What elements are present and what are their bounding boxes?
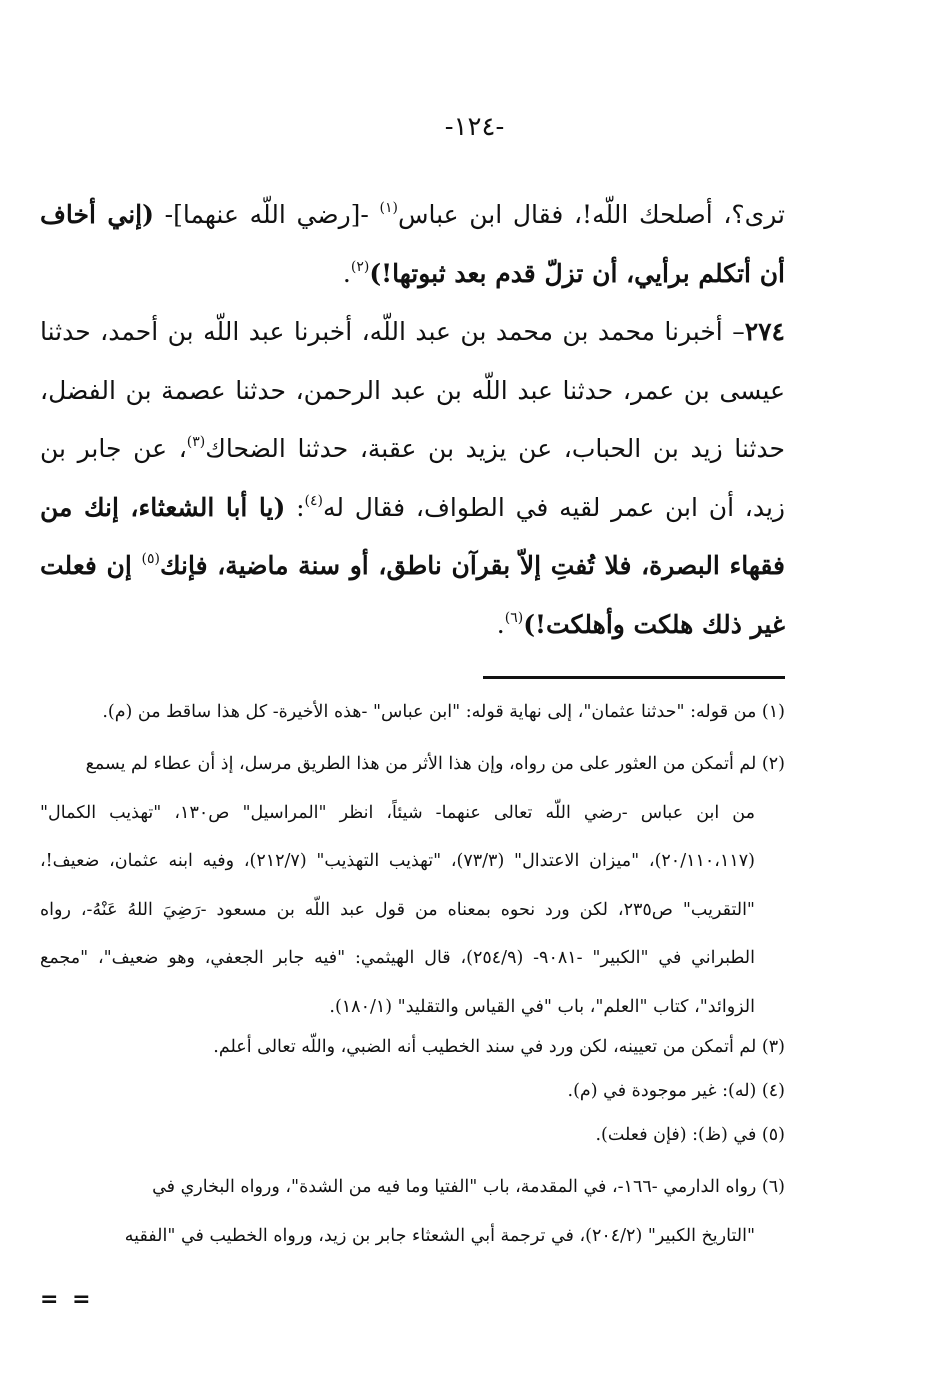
- footnote-4: (٤) (له): غير موجودة في (م).: [567, 1081, 785, 1101]
- footnote-1: (١) من قوله: "حدثنا عثمان"، إلى نهاية قوله: "ابن عباس" -هذه الأخيرة- كل هذا ساقط من (م).: [102, 702, 785, 722]
- quote-bold: (يا أبا الشعثاء، إنك من فقهاء البصرة، فلا تُفتِ إلاّ بقرآن ناطق، أو سنة ماضية، فإنك: [40, 492, 785, 580]
- footnote-5: (٥) في (ظ): (فإن فعلت).: [595, 1125, 785, 1145]
- footnote-ref: (٤): [304, 492, 323, 509]
- text-segment: – أخبرنا محمد بن محمد بن عبد اللّه، أخبرنا عبد اللّه بن أحمد، حدثنا عيسى بن عمر، حدثنا عبد اللّه بن عبد الرحمن، حدثنا عصمة بن الفضل، حدثنا زيد بن الحباب، عن يزيد بن عقبة، حدثنا الضحاك: [40, 317, 785, 463]
- text-segment: -[رضي اللّه عنهما]-: [153, 200, 380, 229]
- footnote-first-line: (٢) لم أتمكن من العثور على من رواه، وإن هذا الأثر من هذا الطريق مرسل، إذ أن عطاء لم يسمع: [85, 754, 785, 774]
- page-number: -١٢٤-: [444, 112, 505, 142]
- paragraph-continuation: [40, 186, 785, 303]
- quote-bold: إن فعلت غير ذلك هلكت وأهلكت!): [40, 551, 785, 639]
- footnote-first-line: (٦) رواه الدارمي -١٦٦-، في المقدمة، باب "الفتيا وما فيه من الشدة"، ورواه البخاري في: [152, 1177, 785, 1197]
- footnote-ref: (١): [379, 200, 398, 216]
- text-segment: ، عن جابر بن زيد، أن ابن عمر لقيه في الطواف، فقال له: [40, 434, 786, 522]
- footnote-continuation: "التاريخ الكبير" (٢٠٤/٢)، في ترجمة أبي الشعثاء جابر بن زيد، ورواه الخطيب في "الفقيه: [124, 1225, 755, 1246]
- quote-bold: (إني أخاف أن أتكلم برأيي، أن تزلّ قدم بعد ثبوتها!): [40, 200, 785, 288]
- footnote-ref: (٥): [141, 551, 160, 567]
- footnote-ref: (٣): [186, 434, 206, 450]
- footnote-divider: [483, 676, 785, 679]
- narration-number: ٢٧٤: [744, 317, 785, 346]
- footnote-ref: (٢): [350, 258, 370, 275]
- footnote-continuation: من ابن عباس -رضي اللّه تعالى عنهما- شيئاً، انظر "المراسيل" ص١٣٠، "تهذيب الكمال" (٢٠/١١٠،١١٧)، "ميزان الاعتدال" (٧٣/٣)، "تهذيب التهذيب" (٢١٢/٧)، وفيه ابنه عثمان، ضعيف!، "التقريب" ص٢٣٥، لكن ورد نحوه بمعناه من قول عبد اللّه بن مسعود -رَضِيَ اللهُ عَنْهُ-، رواه الطبراني في "الكبير" -٩٠٨١- (٢٥٤/٩)، قال الهيثمي: "فيه جابر الجعفي، وهو ضعيف"، "مجمع الزوائد"، كتاب "العلم"، باب "في القياس والتقليد" (١٨٠/١).: [40, 802, 755, 1017]
- paragraph-narration-274: [40, 303, 785, 654]
- footnote-2: [40, 740, 785, 1031]
- footnote-6: [40, 1163, 785, 1260]
- text-segment: .: [496, 609, 505, 639]
- continued-mark: = =: [40, 1287, 94, 1312]
- footnote-ref: (٦): [504, 609, 524, 626]
- text-segment: ترى؟، أصلحك اللّه!، فقال ابن عباس: [398, 200, 785, 229]
- text-segment: .: [342, 258, 351, 288]
- footnote-3: (٣) لم أتمكن من تعيينه، لكن ورد في سند الخطيب أنه الضبي، واللّه تعالى أعلم.: [213, 1037, 785, 1057]
- text-segment: :: [285, 492, 305, 522]
- footnotes: [40, 696, 785, 1260]
- main-text: [40, 186, 785, 654]
